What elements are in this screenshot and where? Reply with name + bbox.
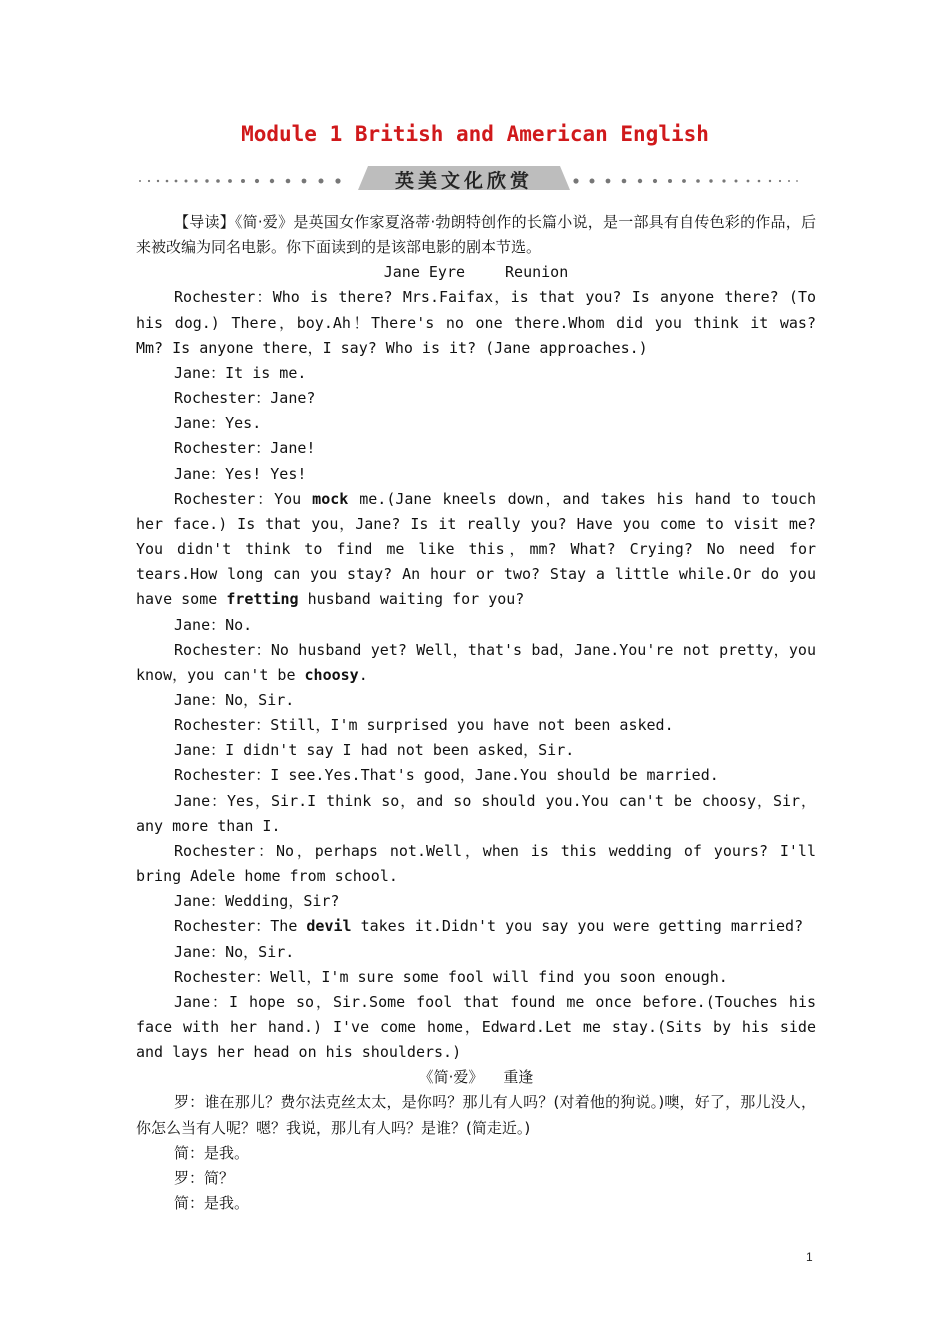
page-title: Module 1 British and American English (241, 122, 709, 146)
dialogue-line: Rochester：Jane? (174, 389, 316, 408)
keyword: mock (312, 489, 349, 508)
text-run: husband waiting for you? (298, 590, 525, 609)
dotted-rule-right (570, 178, 800, 184)
text-run: Rochester：No husband yet? Well，that's bad，Jane.You're not pretty，you know，you can't be (136, 640, 816, 684)
dialogue-line: Jane：Yes! Yes! (174, 464, 307, 483)
dialogue-line: Jane：No，Sir. (174, 690, 295, 709)
dotted-rule-left (136, 178, 354, 184)
dialogue-line: Rochester：I see.Yes.That's good，Jane.You should be married. (174, 766, 719, 785)
text-run: me.(Jane kneels down，and takes his hand to touch her face.) Is that you，Jane? Is it really you? Have you come to visit me? You didn't think to find me like this，mm? What? Crying? No need for tears.How long can you stay? An hour or two? Stay a little while.Or do you have some (136, 489, 816, 609)
dialogue-line: Jane：Yes. (174, 414, 262, 433)
dialogue-line: Jane：No，Sir. (174, 942, 295, 961)
keyword: fretting (226, 590, 299, 609)
chinese-line: 罗：谁在那儿？费尔法克丝太太，是你吗？那儿有人吗？(对着他的狗说。)噢，好了，那儿没人，你怎么当有人呢？嗯？我说，那儿有人吗？是谁？(简走近。) (136, 1093, 816, 1137)
chinese-line: 简：是我。 (174, 1194, 250, 1213)
dialogue-line: Jane：I didn't say I had not been asked，Sir. (174, 741, 575, 760)
dialogue-line: Jane：Yes，Sir.I think so，and so should you.You can't be choosy，Sir，any more than I. (136, 791, 816, 835)
intro-paragraph (136, 210, 816, 260)
chinese-subtitle: 重逢 (503, 1068, 534, 1087)
dialogue-line: Jane：It is me. (174, 363, 307, 382)
play-title: Jane Eyre (383, 263, 466, 282)
dialogue-line: Rochester：Still，I'm surprised you have not been asked. (174, 716, 674, 735)
banner-title: 英美文化欣赏 (394, 170, 533, 192)
dialogue-line: Jane：No. (174, 615, 253, 634)
dialogue-line: Rochester：Jane! (174, 439, 316, 458)
page-number: 1 (806, 1250, 813, 1264)
chinese-line: 简：是我。 (174, 1143, 250, 1162)
dialogue-line: Rochester：Who is there? Mrs.Faifax，is that you? Is anyone there? (To his dog.) There，boy.Ah！There's no one there.Whom did you think it was? Mm? Is anyone there，I say? Who is it? (Jane approaches.) (136, 288, 816, 357)
intro-text: 《简·爱》是英国女作家夏洛蒂·勃朗特创作的长篇小说，是一部具有自传色彩的作品，后来被改编为同名电影。你下面读到的是该部电影的剧本节选。 (136, 213, 816, 257)
keyword: devil (306, 917, 352, 936)
text-run: Rochester：The (174, 917, 307, 936)
chinese-line: 罗：简？ (174, 1168, 235, 1187)
dialogue-line (136, 638, 816, 688)
play-subtitle: Reunion (505, 263, 569, 282)
chinese-heading (136, 1065, 816, 1090)
dialogue-line: Rochester：Well，I'm sure some fool will find you soon enough. (174, 967, 728, 986)
dialogue-line (136, 487, 816, 613)
text-run: . (358, 665, 368, 684)
dialogue-line (136, 914, 816, 939)
play-heading (136, 260, 816, 285)
section-banner (136, 162, 800, 194)
keyword: choosy (304, 665, 359, 684)
dialogue-line: Jane：Wedding，Sir? (174, 892, 340, 911)
chinese-title: 《简·爱》 (418, 1068, 484, 1087)
intro-label: 【导读】 (174, 213, 235, 231)
dialogue-line: Jane：I hope so，Sir.Some fool that found me once before.(Touches his face with her hand.) I've come home，Edward.Let me stay.(Sits by his side and lays her head on his shoulders.) (136, 992, 816, 1062)
text-run: takes it.Didn't you say you were getting married? (351, 917, 804, 936)
dialogue-line: Rochester：No，perhaps not.Well，when is this wedding of yours? I'll bring Adele home from school. (136, 841, 816, 886)
article-body (136, 210, 816, 1216)
text-run: Rochester：You (174, 489, 313, 508)
